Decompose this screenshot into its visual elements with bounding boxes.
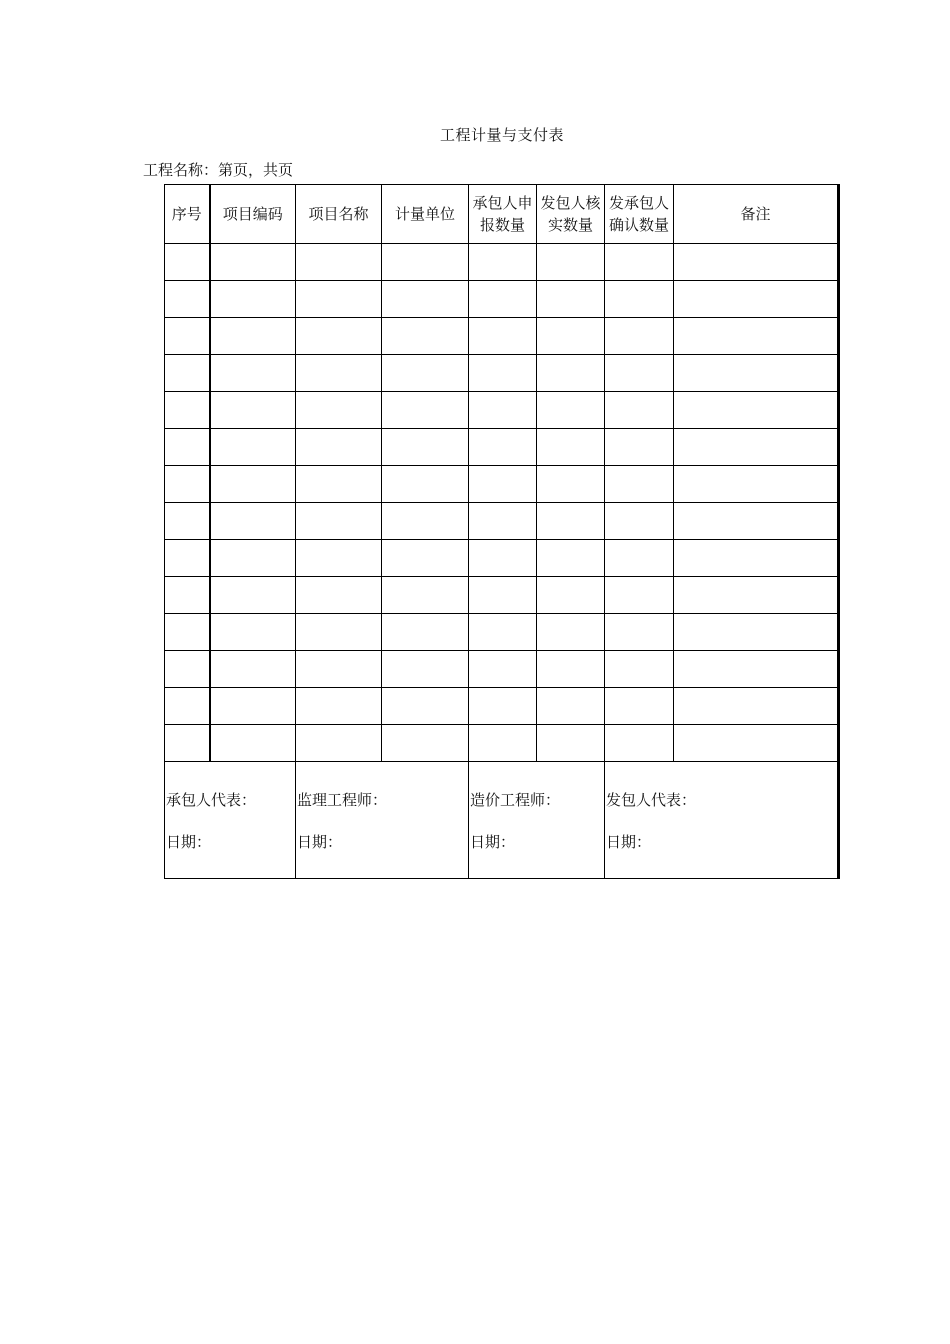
signature-role-contractor-rep: 承包人代表： [166,791,257,809]
cell-confirmed-qty [605,392,674,429]
header-row [165,185,839,244]
signature-block-supervising-engineer [296,762,469,879]
cell-seq [165,725,210,762]
cell-remarks [674,281,839,318]
cell-seq [165,244,210,281]
cell-confirmed-qty [605,688,674,725]
cell-contractor-qty [469,614,537,651]
cell-seq [165,614,210,651]
header-item-code: 项目编码 [210,185,296,244]
header-unit: 计量单位 [382,185,469,244]
cell-confirmed-qty [605,577,674,614]
cell-remarks [674,318,839,355]
table-row [165,355,839,392]
cell-seq [165,651,210,688]
cell-seq [165,281,210,318]
cell-seq [165,429,210,466]
cell-item-code [210,318,296,355]
table-body [165,185,839,879]
cell-employer-verified-qty [537,540,605,577]
cell-seq [165,392,210,429]
cell-seq [165,688,210,725]
cell-employer-verified-qty [537,577,605,614]
header-employer-verified-qty: 发包人核实数量 [537,185,605,244]
cell-contractor-qty [469,540,537,577]
cell-unit [382,614,469,651]
cell-unit [382,355,469,392]
cell-unit [382,503,469,540]
signature-block-contractor-rep [165,762,296,879]
signature-role-supervising-engineer: 监理工程师： [297,791,388,809]
cell-unit [382,540,469,577]
cell-contractor-qty [469,503,537,540]
cell-item-code [210,688,296,725]
table-row [165,429,839,466]
cell-contractor-qty [469,281,537,318]
cell-remarks [674,392,839,429]
cell-item-code [210,651,296,688]
cell-item-name [296,281,382,318]
cell-confirmed-qty [605,244,674,281]
table-row [165,318,839,355]
cell-confirmed-qty [605,466,674,503]
header-contractor-qty: 承包人申报数量 [469,185,537,244]
cell-employer-verified-qty [537,318,605,355]
cell-item-name [296,466,382,503]
cell-item-name [296,651,382,688]
cell-unit [382,244,469,281]
signature-date-employer-rep: 日期： [606,833,652,851]
project-name-line: 工程名称：第页，共页 [143,161,294,179]
cell-unit [382,651,469,688]
cell-seq [165,503,210,540]
signature-role-cost-engineer: 造价工程师： [470,791,561,809]
cell-item-name [296,577,382,614]
cell-contractor-qty [469,577,537,614]
cell-seq [165,318,210,355]
cell-confirmed-qty [605,651,674,688]
cell-employer-verified-qty [537,503,605,540]
cell-employer-verified-qty [537,466,605,503]
cell-remarks [674,614,839,651]
cell-unit [382,392,469,429]
cell-unit [382,725,469,762]
cell-item-code [210,614,296,651]
table-row [165,577,839,614]
cell-employer-verified-qty [537,688,605,725]
cell-unit [382,281,469,318]
cell-item-name [296,244,382,281]
cell-unit [382,688,469,725]
signature-role-employer-rep: 发包人代表： [606,791,697,809]
cell-contractor-qty [469,244,537,281]
table-row [165,281,839,318]
cell-item-code [210,540,296,577]
cell-employer-verified-qty [537,281,605,318]
header-seq: 序号 [165,185,210,244]
table-row [165,688,839,725]
cell-item-code [210,392,296,429]
cell-seq [165,577,210,614]
cell-confirmed-qty [605,503,674,540]
header-confirmed-qty: 发承包人确认数量 [605,185,674,244]
cell-item-code [210,355,296,392]
cell-contractor-qty [469,429,537,466]
cell-unit [382,318,469,355]
cell-item-code [210,466,296,503]
cell-confirmed-qty [605,540,674,577]
cell-item-code [210,577,296,614]
cell-confirmed-qty [605,318,674,355]
signature-date-supervising-engineer: 日期： [297,833,343,851]
cell-confirmed-qty [605,429,674,466]
cell-item-name [296,540,382,577]
cell-item-name [296,392,382,429]
cell-contractor-qty [469,392,537,429]
cell-item-name [296,688,382,725]
cell-contractor-qty [469,651,537,688]
cell-employer-verified-qty [537,244,605,281]
cell-employer-verified-qty [537,355,605,392]
cell-item-code [210,429,296,466]
cell-item-name [296,318,382,355]
cell-employer-verified-qty [537,429,605,466]
cell-item-code [210,244,296,281]
cell-seq [165,540,210,577]
table-row [165,614,839,651]
table-row [165,725,839,762]
cell-employer-verified-qty [537,725,605,762]
cell-remarks [674,540,839,577]
cell-confirmed-qty [605,614,674,651]
signature-date-cost-engineer: 日期： [470,833,516,851]
cell-contractor-qty [469,688,537,725]
cell-remarks [674,688,839,725]
signature-block-cost-engineer [469,762,605,879]
table-row [165,503,839,540]
table-row [165,540,839,577]
cell-item-code [210,503,296,540]
cell-remarks [674,355,839,392]
cell-contractor-qty [469,355,537,392]
cell-item-code [210,281,296,318]
cell-unit [382,577,469,614]
cell-remarks [674,651,839,688]
cell-remarks [674,577,839,614]
header-item-name: 项目名称 [296,185,382,244]
cell-contractor-qty [469,725,537,762]
signature-block-employer-rep [605,762,839,879]
measurement-payment-table [164,184,840,879]
cell-remarks [674,244,839,281]
header-remarks: 备注 [674,185,839,244]
cell-unit [382,429,469,466]
cell-contractor-qty [469,466,537,503]
cell-confirmed-qty [605,281,674,318]
cell-item-name [296,429,382,466]
cell-seq [165,355,210,392]
document-title: 工程计量与支付表 [439,126,564,144]
cell-contractor-qty [469,318,537,355]
cell-employer-verified-qty [537,392,605,429]
cell-unit [382,466,469,503]
table-row [165,244,839,281]
cell-remarks [674,429,839,466]
signature-row [165,762,839,879]
cell-item-name [296,355,382,392]
cell-seq [165,466,210,503]
cell-confirmed-qty [605,725,674,762]
table-row [165,466,839,503]
cell-item-code [210,725,296,762]
cell-item-name [296,503,382,540]
cell-confirmed-qty [605,355,674,392]
table-row [165,392,839,429]
table-row [165,651,839,688]
cell-item-name [296,725,382,762]
cell-employer-verified-qty [537,651,605,688]
cell-remarks [674,466,839,503]
signature-date-contractor-rep: 日期： [166,833,212,851]
cell-employer-verified-qty [537,614,605,651]
cell-remarks [674,725,839,762]
cell-item-name [296,614,382,651]
cell-remarks [674,503,839,540]
